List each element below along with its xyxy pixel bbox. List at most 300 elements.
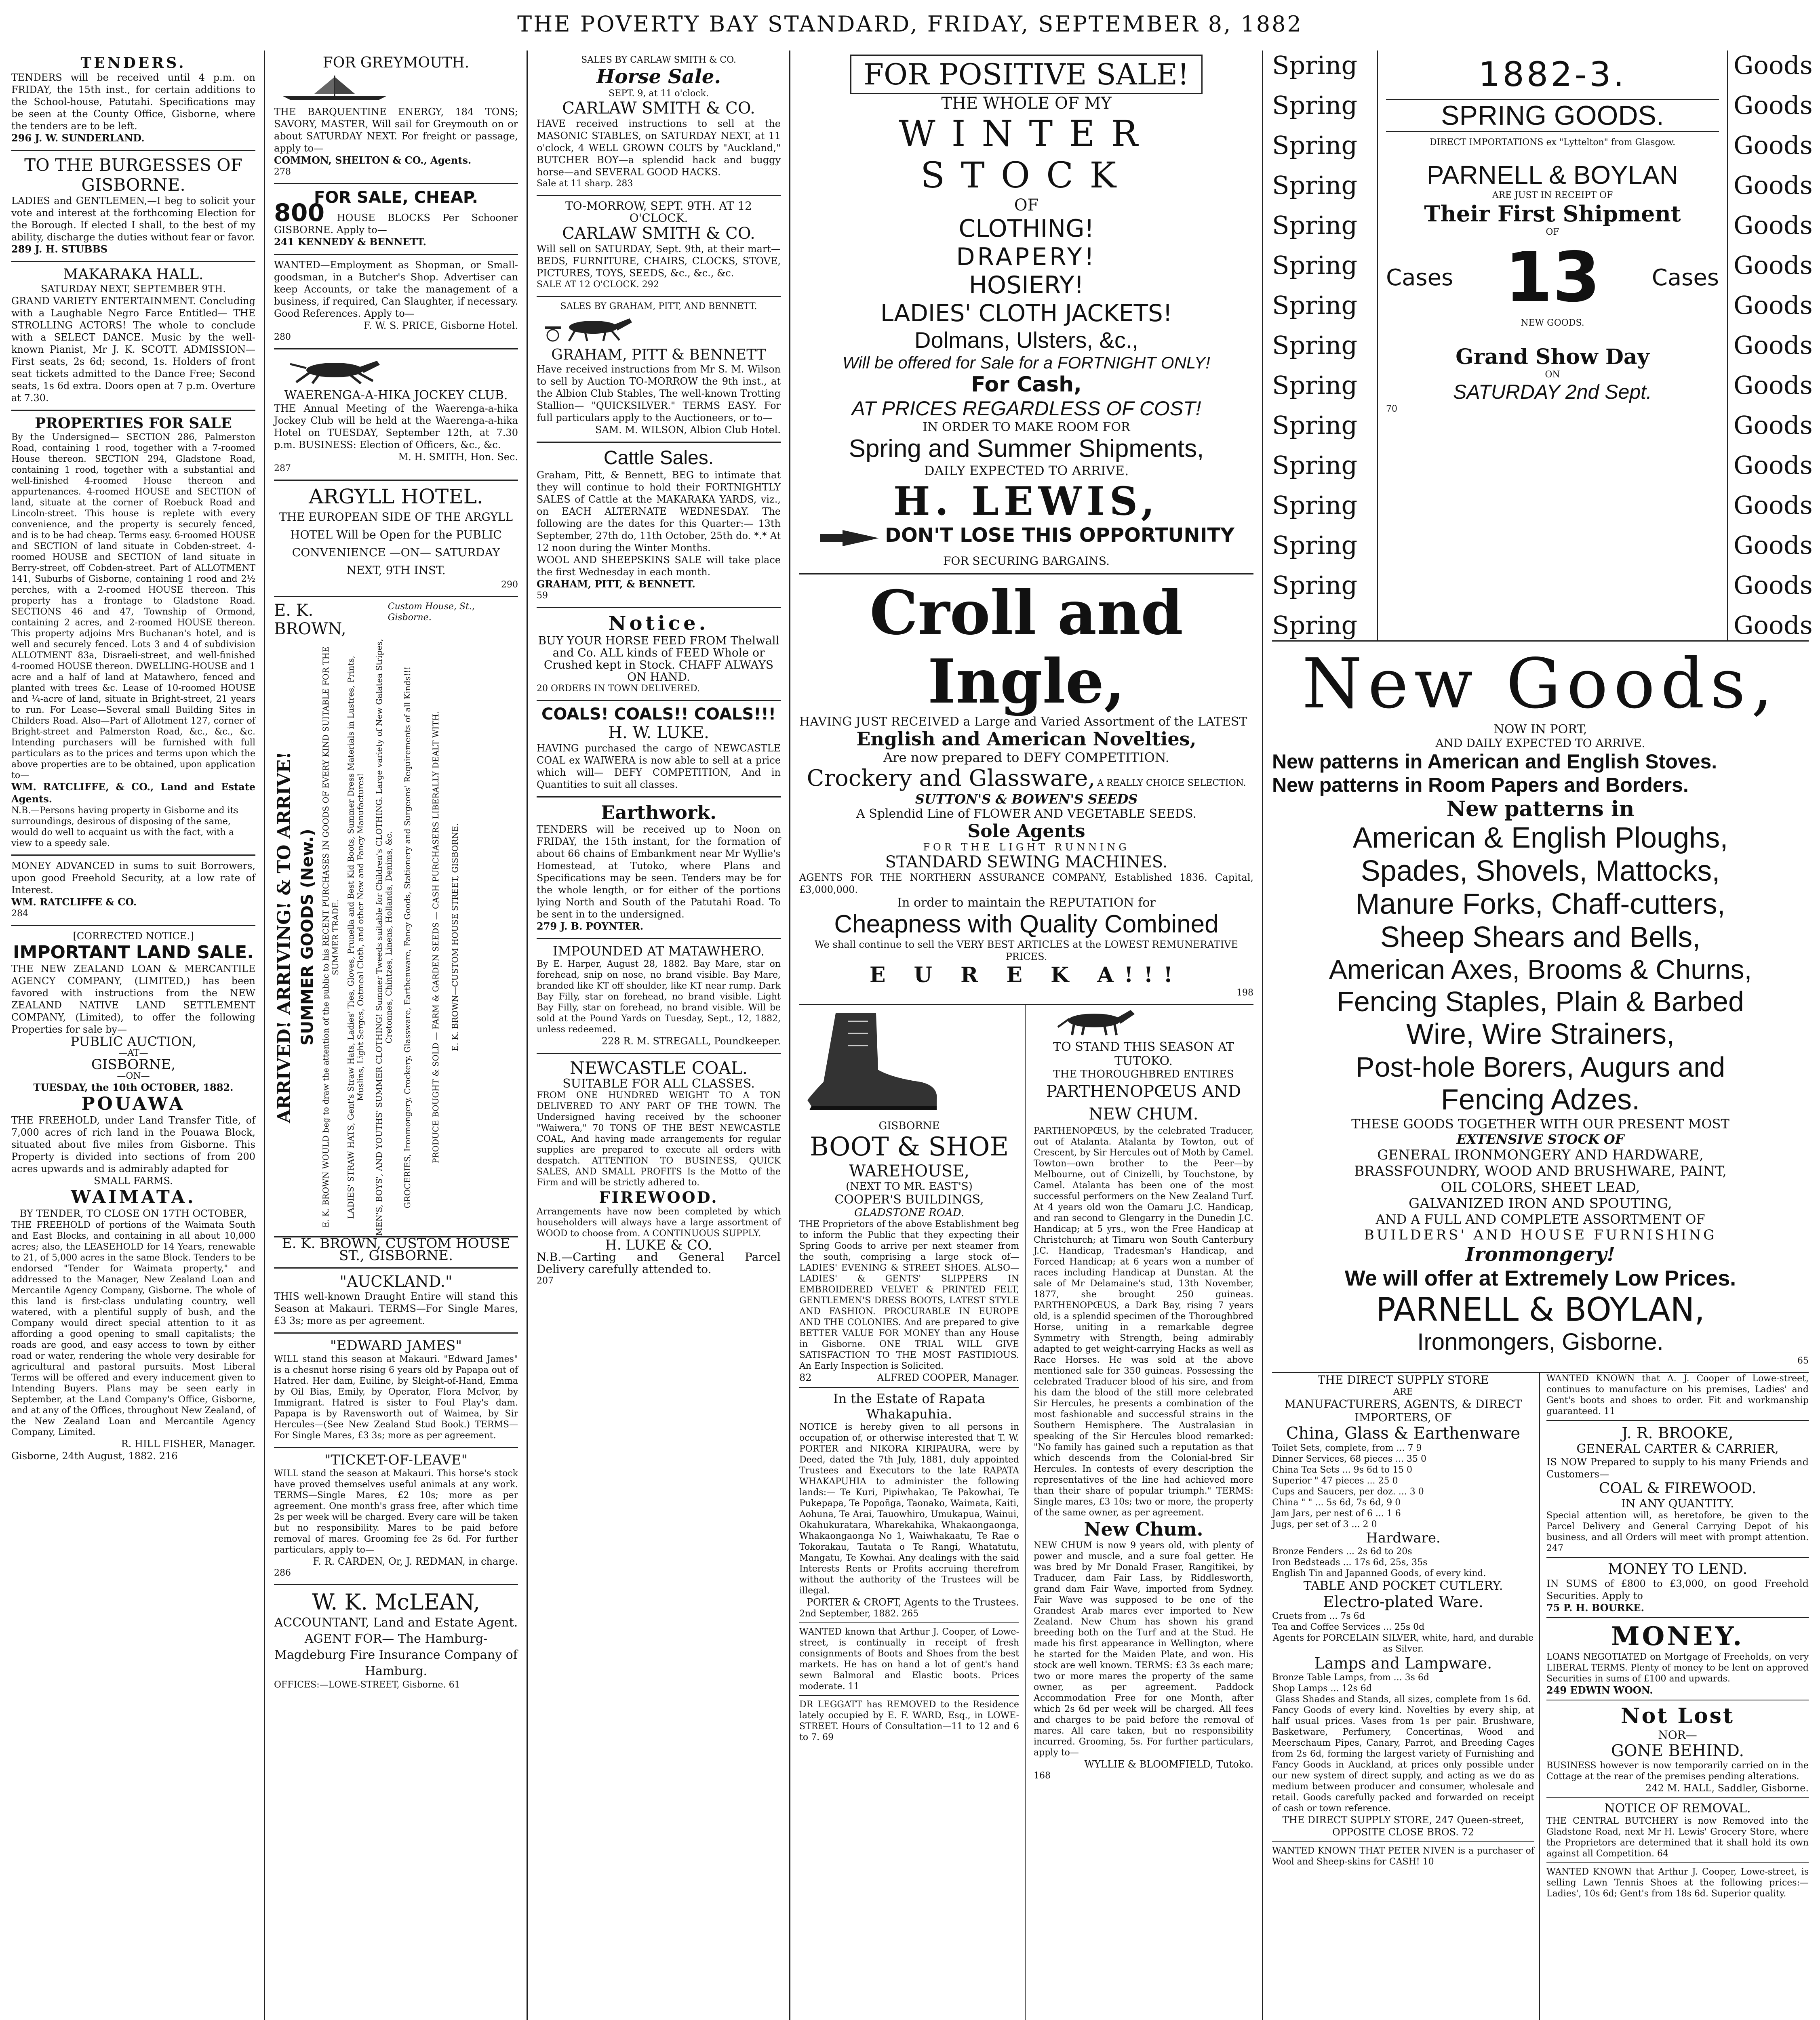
spring-receipt: ARE JUST IN RECEIPT OF [1492,190,1613,200]
ad-body: FROM ONE HUNDRED WEIGHT TO A TON DELIVERED TO ANY PART OF THE TOWN. The Undersigned having received by the schooner "Waiwera," 70 TONS OF THE BEST NEWCASTLE COAL, And having made arrangements for regular supplies are prepared to execute all orders with despatch. ATTENTION TO BUSINESS, QUICK SALES, AND SMALL PROFITS Is the Motto of the Firm and will be strictly adhered to. [537,1090,781,1188]
ad-wanted-shopman [274,255,518,349]
ad-signature: 296 J. W. SUNDERLAND. [11,132,145,144]
lost-body: BUSINESS however is now temporarily carried on in the Cottage at the rear of the premises pending alterations. [1546,1761,1809,1782]
brown-line-2: LADIES' STRAW HATS, Gent's Straw Hats, Ladies' Ties, Gloves, Prunella and Best Kid Boots, Summer Dress Materials in Lustres, Prints, Muslins, Light Serges, Oatmeal Cloth, and other New and Fancy Manufactures! [346,656,365,1219]
ad-boot-shoe [799,1005,1026,2020]
price-row: Cruets from ... 7s 6d [1272,1611,1365,1621]
ds-cutlery: TABLE AND POCKET CUTLERY. [1303,1579,1503,1593]
brown-arrived: ARRIVED! ARRIVING! & TO ARRIVE! [274,751,295,1123]
lewis-line: WINTER STOCK [899,113,1154,196]
column-3 [529,50,788,2020]
brooke-heading: J. R. BROOKE, [1622,1424,1734,1442]
ad-sale-cheap [274,184,518,255]
brown-address: Custom House, St., Gisborne. [388,602,475,623]
column-2 [267,50,525,2020]
ng-line: EXTENSIVE STOCK OF [1456,1132,1624,1147]
lewis-line: HOSIERY! [969,271,1084,299]
tutoko-body: PARTHENOPŒUS, by the celebrated Traducer, out of Atalanta. Atalanta by Towton, out of Crescent, by Sir Hercules out of Moth by Camel. Towton—own brother to the Peer—by Melbourne, out of Cinizelli, by Touchstone, by Camel. Atalanta has been one of the most successful performers on the New Zealand Turf. At 4 years old won the Oamaru J.C. Handicap, and ran second to Glengarry in the Dunedin J.C. Handicap; at 5 yrs., won the Free Handicap at Christchurch; at Timaru won South Canterbury J.C. Handicap, Tradesman's Handicap, and Forced Handicap; at 6 years won a number of races including Handicap at Dunstan. At the sale of Mr Delamaine's stud, 13th November, 1877, she brought 250 guineas. PARTHENOPŒUS, a Dark Bay, rising 7 years old, is a splendid specimen of the Thoroughbred Horse, uniting in a remarkable degree Symmetry with Strength, being admirably adapted to get weight-carrying Hacks as well as Race Horses. He was sold at the above mentioned sale for 350 guineas. Possessing the celebrated Traducer blood of his sire, and from his dam the blood of the still more celebrated Sir Hercules, he presents a combination of the most fashionable and successful strains in the Southern Hemisphere. The Australasian in speaking of the Sir Hercules blood remarked: "No family has gained such a reputation as that which descends from the Colonial-bred Sir Hercules. In contests of every description the representatives of the line had achieved more than their share of popular triumph." TERMS: Single mares, £3 10s; two or more, the property of the same owner, as per agreement. [1034,1126,1253,1518]
goods-word: Goods [1734,330,1813,360]
ad-firm: CARLAW SMITH & CO. [562,99,755,118]
brown-line-1: E. K. BROWN WOULD beg to draw the attention of the public to his RECENT PURCHASES IN GOODS OF EVERY KIND SUITABLE FOR THE SUMMER TRADE. [321,646,340,1228]
ng-line: Fencing Adzes. [1441,1084,1640,1116]
ad-signature: H. LUKE & CO. [605,1237,712,1253]
goods-word: Goods [1734,570,1813,600]
ng-line: AND A FULL AND COMPLETE ASSORTMENT OF [1376,1212,1705,1227]
ad-impounded [537,939,781,1054]
ad-earthwork [537,797,781,939]
croll-line: In order to maintain the REPUTATION for [897,895,1156,910]
tutoko-names: PARTHENOPŒUS AND NEW CHUM. [1046,1082,1241,1124]
auction-on: —ON— [117,1071,150,1081]
ng-line: Ironmongery! [1465,1243,1616,1266]
goods-word: Goods [1734,250,1813,280]
ds-electro: Electro-plated Ware. [1323,1593,1484,1611]
removal-body: THE CENTRAL BUTCHERY is now Removed into the Gladstone Road, next Mr H. Lewis' Grocery Store, where the Proprietors are determined that it shall hold its own against all Competition. 64 [1546,1816,1809,1859]
waimata-body: THE FREEHOLD of portions of the Waimata South and East Blocks, and containing in all about 10,000 acres; also, the LEASEHOLD for 14 Years, renewable to 21, of 5,000 acres in the same Block. Tenders to be endorsed "Tender for Waimata property," and addressed to the Manager, New Zealand Loan and Mercantile Agency Company, Gisborne. The whole of this land is first-class undulating country, well watered, with a plentiful supply of bush, and the Company would direct special attention to it as affording a good opening to small capitalists; the roads are good, and easy access to town by either road or water, rendering the whole very desirable for agricultural and pastoral pursuits. Most Liberal Terms will be offered and every inducement given to Intending Buyers. Plans may be seen early in September, at the Land Company's Office, Gisborne, and at any of the Offices, throughout New Zealand, of the New Zealand Loan and Mercantile Agency Company, Limited. [11,1220,255,1437]
spring-word: Spring [1272,490,1358,520]
ad-heading: IMPORTANT LAND SALE. [13,942,254,963]
ad-croll-ingle [799,574,1253,1005]
ad-number: 82 [799,1372,812,1383]
column-rule [789,50,790,2020]
price-row: Tea and Coffee Services ... 25s 0d [1272,1622,1425,1632]
spring-word: Spring [1272,570,1358,600]
firewood-body: Arrangements have now been completed by which householders will always have a large assortment of WOOD to choose from. A CONTINUOUS SUPPLY. [537,1207,781,1239]
ad-tail: Sale at 11 sharp. 283 [537,179,633,189]
ad-body: Have received instructions from Mr S. M. Wilson to sell by Auction TO-MORROW the 9th inst., at the Albion Club Stables, The well-known Trotting Stallion— "QUICKSILVER." TERMS EASY. For full particulars apply to the Auctioneers, or to— [537,364,781,423]
waimata-tender: BY TENDER, TO CLOSE ON 17TH OCTOBER, [19,1208,247,1219]
ad-number: 284 [11,909,28,919]
ad-note: N.B.—Carting and General Parcel Delivery carefully attended to. [537,1250,781,1276]
croll-line: Sole Agents [967,821,1085,842]
spring-cases: Cases [1386,264,1453,291]
ad-spring-goods [1272,50,1813,642]
ad-heading: MAKARAKA HALL. [63,266,204,283]
ad-number: 207 [537,1276,554,1286]
lost-heading: Not Lost [1621,1704,1734,1728]
croll-line: E U R E K A!!! [869,962,1184,987]
waimata-heading: WAIMATA. [71,1187,196,1208]
ad-firm: H. W. LUKE. [608,724,709,742]
sale-number: 800 [274,199,325,227]
stallion-icon [1034,1008,1155,1036]
ad-ek-brown [274,597,518,1269]
ad-heading: "TICKET-OF-LEAVE" [324,1452,468,1468]
ds-body: Fancy Goods of every kind. Novelties by every ship, at half usual prices. Vases from 1s per pair. Brushware, Basketware, Perfumery, Concertinas, Wood and Meerschaum Pipes, Canary, Parrot, and Breeding Cages from 2s 6d, forming the largest variety of Furnishing and Fancy Goods in Auckland, at prices only possible under our new system of direct supply, and acting as we do as medium between producer and consumer, wholesale and retail. Goods carefully packed and forwarded on receipt of cash or town reference. [1272,1705,1534,1814]
ng-line: BRASSFOUNDRY, WOOD AND BRUSHWARE, PAINT, [1354,1163,1727,1179]
spring-word: Spring [1272,210,1358,240]
column-rule [264,50,265,2020]
ds-hardware-list [1272,1546,1534,1579]
ad-body: WILL stand the season at Makauri. This horse's stock have proved themselves useful animals at any work. TERMS—Single Mares, £2 10s; more as per agreement. One month's grass free, after which time 2s per week will be charged. Every care will be taken but no responsibility. Mares to be paid before removal of mares. Grooming fee 2s 6d. For further particulars, apply to— [274,1469,518,1555]
spring-first: Their First Shipment [1424,201,1681,227]
ad-tail: SALE AT 12 O'CLOCK. 292 [537,280,659,290]
ad-body: WILL stand this season at Makauri. "Edward James" is a chesnut horse rising 6 years old by Papapa out of Hatred. Her dam, Euiline, by Sleight-of-Hand, Emma by Oil Bias, Emily, by Operator, Flora McIvor, by Immigrant. Hatred is sister to Foul Play's dam. Papapa is by Ravensworth out of Waimea, by Sir Hercules—(See New Zealand Stud Book.) TERMS—For Single Mares, £3 3s; more as per agreement. [274,1354,518,1441]
goods-word: Goods [1734,130,1813,160]
spring-year: 1882-3. [1478,55,1627,94]
lewis-name: H. LEWIS, [893,478,1160,524]
ad-body: By E. Harper, August 28, 1882. Bay Mare, star on forehead, snip on nose, no brand visible. Bay Mare, branded like KT off shoulder, like KT near rump. Dark Bay Filly, star on forehead, no brand visible. Light Bay Filly, star on forehead, no brand visible. Will be sold at the Pound Yards on Tuesday, Sept., 12, 1882, unless redeemed. [537,959,781,1035]
lewis-line: DAILY EXPECTED TO ARRIVE. [924,463,1129,478]
price-row: Toilet Sets, complete, from ... 7 9 [1272,1443,1422,1453]
ng-heading: New Goods, [1302,644,1779,724]
lewis-line: OF [1014,196,1039,215]
ad-newcastle-coal [537,1054,781,1292]
column-rule [1262,50,1263,2020]
ad-heading: FOR GREYMOUTH. [322,55,470,71]
ad-number: 65 [1797,1356,1809,1366]
tutoko-sub: THE THOROUGHBRED ENTIRES [1053,1068,1234,1080]
ad-body: WANTED—Employment as Shopman, or Small-goodsman, in a Butcher's Shop. Advertiser can keep Accounts, or take the management of a business, if required, Can Slaughter, if necessary. Good References. Apply to— [274,259,518,319]
brown-line-4: GROCERIES, Ironmongery, Crockery, Glassware, Earthenware, Fancy Goods, Stationery and Surgeons' Requirements of all Kinds!!! [402,666,412,1208]
lewis-line: IN ORDER TO MAKE ROOM FOR [923,420,1130,434]
auction-place: GISBORNE, [91,1056,176,1073]
lewis-line: CLOTHING! [958,215,1094,243]
spring-word: Spring [1272,250,1358,280]
auction-at: —AT— [118,1048,148,1058]
ng-line: New patterns in Room Papers and Borders. [1272,774,1689,796]
ng-line: New patterns in American and English Stoves. [1272,750,1717,773]
ng-line: Manure Forks, Chaff-cutters, [1355,888,1725,920]
brown-line-3: MEN'S, BOYS', AND YOUTHS' SUMMER CLOTHING! Summer Tweeds suitable for Children's CLOTHING. Large variety of New Galatea Stripes, Cretonnes, Chintzes, Linens, Hollands, Denims, &c. [374,639,394,1236]
ad-body: THE Annual Meeting of the Waerenga-a-hika Jockey Club will be held at the Waerenga-a-hika Hotel on TUESDAY, September 12th, at 7.30 p.m. BUSINESS: Election of Officers, &c., &c. [274,403,518,450]
ad-body: MONEY ADVANCED in sums to suit Borrowers, upon good Freehold Security, at a low rate of Interest. [11,860,255,896]
spring-13: 13 [1504,238,1601,318]
spring-word: Spring [1272,370,1358,400]
ad-signature: GRAHAM, PITT, & BENNETT. [537,578,695,590]
ad-body: HAVE received instructions to sell at the MASONIC STABLES, on SATURDAY NEXT, at 11 o'clock, 4 WELL GROWN COLTS by "Auckland," BUTCHER BOY—a splendid hack and buggy horse—and SEVERAL GOOD HACKS. [537,118,781,178]
ad-number: 280 [274,332,291,342]
ad-date: 2nd September, 1882. 265 [799,1608,919,1619]
ad-makaraka-hall [11,262,255,411]
pouawa-body: THE FREEHOLD, under Land Transfer Title, of 7,000 acres of rich land in the Pouawa Block, situated about five miles from Gisborne. This Property is divided into sections of from 200 acres upwards and is admirably adapted for [11,1115,255,1174]
goods-word-list [1728,50,1813,640]
price-row: Superior " 47 pieces ... 25 0 [1272,1476,1398,1486]
ds-lamp-list [1272,1672,1534,1694]
goods-word: Goods [1734,290,1813,320]
price-row: Iron Bedsteads ... 17s 6d, 25s, 35s [1272,1557,1428,1568]
ad-heading: "AUCKLAND." [339,1273,453,1290]
spring-date: SATURDAY 2nd Sept. [1453,381,1652,403]
ad-greymouth [274,50,518,184]
ad-heading: NEWCASTLE COAL. [570,1058,748,1078]
boot-line: GLADSTONE ROAD. [854,1206,964,1219]
ad-number: 198 [1237,987,1253,998]
ad-heading: Earthwork. [600,802,717,823]
goods-word: Goods [1734,50,1813,80]
ad-footer: OFFICES:—LOWE-STREET, Gisborne. 61 [274,1680,460,1690]
price-row: China Tea Sets ... 9s 6d to 15 0 [1272,1465,1413,1475]
ad-signature: 75 P. H. BOURKE. [1546,1602,1644,1614]
croll-line: SUTTON'S & BOWEN'S SEEDS [915,791,1138,807]
ad-heading: PROPERTIES FOR SALE [35,415,232,432]
spring-center [1377,50,1728,640]
ad-heading: IMPOUNDED AT MATAWHERO. [552,943,765,959]
ad-signature: F. R. CARDEN, Or, J. REDMAN, in charge. [313,1556,518,1567]
ad-body: HOUSE BLOCKS Per Schooner GISBORNE. Apply to— [274,212,518,236]
ng-line: Sheep Shears and Bells, [1380,921,1701,953]
cooper3-body: WANTED KNOWN that Arthur J. Cooper, Lowe-street, is selling Lawn Tennis Shoes at the following prices:— Ladies', 10s 6d; Gent's from 18s 6d. Superior quality. [1546,1867,1809,1899]
wool-body: WOOL AND SHEEPSKINS SALE will take place the first Wednesday in each month. [537,554,781,578]
ad-edward-james [274,1334,518,1448]
croll-line: AGENTS FOR THE NORTHERN ASSURANCE COMPANY, Established 1836. Capital, £3,000,000. [799,871,1253,895]
lewis-line: DON'T LOSE THIS OPPORTUNITY [885,524,1234,547]
ad-heading: TO-MORROW, SEPT. 9TH. AT 12 O'CLOCK. [565,199,752,225]
ad-number: 59 [537,591,548,601]
ng-line: GENERAL IRONMONGERY AND HARDWARE, [1377,1147,1704,1163]
spring-word: Spring [1272,330,1358,360]
price-row: Bronze Fenders ... 2s 6d to 20s [1272,1547,1412,1557]
ad-body: THE EUROPEAN SIDE OF THE ARGYLL HOTEL Will be Open for the PUBLIC CONVENIENCE —ON— SATURDAY NEXT, 9TH INST. [279,510,513,577]
rapata-body: NOTICE is hereby given to all persons in occupation of, or otherwise interested that T. W. PORTER and NIKORA KIRIPAURA, were by Deed, dated the 7th July, 1881, duly appointed Trustees and Executors to the late RAPATA WHAKAPUHIA to administer the following lands:— Te Kuri, Pipiwhakao, Te Pakowhai, Te Pukepapa, Te Popoñga, Taonako, Waimata, Kaiti, Aohuna, Te Arai, Tauowhiro, Umukapua, Wainui, Okahukuratara, Wharekahika, Whakaongaonga, Whakaongaonga No 1, Waiwhakaatu, Te Rae o Tokorakau, Tautata o Te Rangi, Whatatutu, Mangatu, Te Kowhai. Any dealings with the said Interests Rents or Profits accruing therefrom without the authority of the Trustees will be illegal. [799,1422,1019,1596]
col4-lower [799,1005,1253,2020]
ad-signature: SAM. M. WILSON, Albion Club Hotel. [595,424,781,436]
ad-notice-feed [537,608,781,701]
ad-body: BUY YOUR HORSE FEED FROM Thelwall and Co. ALL kinds of FEED Whole or Crushed kept in Stock. CHAFF ALWAYS ON HAND. [538,634,779,684]
ad-heading: Horse Sale. [596,65,721,88]
col5-lower [1272,1373,1809,2020]
goods-word: Goods [1734,90,1813,120]
boot-body: THE Proprietors of the above Establishment beg to inform the Public that they expecting their Spring Goods to arrive per next steamer from the south, comprising a large stock of— LADIES' EVENING & STREET SHOES. ALSO— LADIES' & GENTS' SLIPPERS IN EMBROIDERED VELVET & PRINTED FELT, GENTLEMEN'S DRESS BOOTS, LATEST STYLE AND FASHION. PROCURABLE IN EUROPE AND THE COLONIES. And are prepared to give BETTER VALUE FOR MONEY than any House in Gisborne. ONE TRIAL WILL GIVE SATISFACTION TO THE MOST FASTIDIOUS. An Early Inspection is Solicited. [799,1219,1019,1371]
rapata-heading: In the Estate of Rapata Whakapuhia. [833,1391,986,1422]
leggatt-body: DR LEGGATT has REMOVED to the Residence lately occupied by E. F. WARD, Esq., in LOWE-STREET. Hours of Consultation—11 to 12 and 6 to 7. 69 [799,1699,1019,1742]
ad-mclean [274,1585,518,1696]
price-row: China " " ... 5s 6d, 7s 6d, 9 0 [1272,1498,1401,1508]
ng-port: NOW IN PORT, [1493,722,1587,736]
ds-hardware: Hardware. [1366,1530,1441,1546]
goods-word: Goods [1734,410,1813,440]
ds-electro-list [1272,1611,1534,1633]
ad-tutoko [1034,1005,1253,2020]
lewis-line: For Cash, [971,372,1082,397]
masthead: THE POVERTY BAY STANDARD, FRIDAY, SEPTEMBER 8, 1882 [517,11,1303,37]
ad-heading: COALS! COALS!! COALS!!! [541,705,776,724]
boot-line: GISBORNE [878,1119,940,1132]
ad-body: THE NEW ZEALAND LOAN & MERCANTILE AGENCY COMPANY, (LIMITED,) has been favored with instructions from the NEW ZEALAND NATIVE LAND SETTLEMENT COMPANY, (Limited), to offer the following Properties for sale by— [11,963,255,1035]
boot-line: COOPER'S BUILDINGS, [834,1192,984,1207]
goods-word: Goods [1734,370,1813,400]
ds-sub: MANUFACTURERS, AGENTS, & DIRECT IMPORTERS, OF [1284,1397,1522,1424]
spring-word: Spring [1272,290,1358,320]
ad-cattle-sales [537,443,781,608]
lewis-line: LADIES' CLOTH JACKETS! [880,299,1173,327]
croll-line: STANDARD SEWING MACHINES. [885,852,1168,871]
ad-signature: 289 J. H. STUBBS [11,243,108,255]
croll-heading: Croll and Ingle, [870,577,1183,717]
ad-signature: 242 M. HALL, Saddler, Gisborne. [1645,1782,1809,1794]
auction-line: PUBLIC AUCTION, [70,1034,196,1049]
croll-line: Cheapness with Quality Combined [834,910,1219,938]
lend-body: IN SUMS of £800 to £3,000, on good Freehold Securities. Apply to [1546,1578,1809,1601]
boot-heading: BOOT & SHOE [809,1132,1009,1162]
ad-firm: GRAHAM, PITT & BENNETT [551,347,766,363]
lend-heading: MONEY TO LEND. [1607,1561,1748,1578]
lost-nor: NOR— [1658,1728,1697,1742]
racehorse-icon [274,356,395,384]
col5-lower-right [1546,1373,1809,2020]
ad-quicksilver [537,297,781,443]
spring-on: ON [1545,370,1560,380]
brown-side: E. K. BROWN—CUSTOM HOUSE STREET, GISBORNE. [450,823,460,1051]
ad-body: ACCOUNTANT, Land and Estate Agent. AGENT FOR— The Hamburg-Magdeburg Fire Insurance Company of Hamburg. [274,1616,518,1678]
croll-line: HAVING JUST RECEIVED a Large and Varied Assortment of the LATEST [799,714,1247,729]
ng-line: American Axes, Brooms & Churns, [1329,954,1752,985]
spring-new: NEW GOODS. [1521,318,1584,328]
firewood-heading: FIREWOOD. [599,1188,718,1206]
price-row: Shop Lamps ... 12s 6d [1272,1683,1372,1694]
price-row: Dinner Services, 68 pieces ... 35 0 [1272,1454,1426,1464]
ds-heading: THE DIRECT SUPPLY STORE [1317,1373,1489,1387]
ad-top: SALES BY GRAHAM, PITT, AND BENNETT. [560,301,757,311]
ad-ticket-of-leave [274,1448,518,1585]
spring-word: Spring [1272,90,1358,120]
spring-word: Spring [1272,450,1358,480]
ad-number: 278 [274,167,291,177]
ad-signature: ALFRED COOPER, Manager. [877,1372,1019,1383]
ad-body: Will sell on SATURDAY, Sept. 9th, at their mart— BEDS, FURNITURE, CHAIRS, CLOCKS, STOVE, PICTURES, TOYS, SEEDS, &c., &c., &c. [537,243,781,279]
goods-word: Goods [1734,530,1813,560]
lewis-line: Will be offered for Sale for a FORTNIGHT ONLY! [843,353,1210,372]
ad-note: N.B.—Persons having property in Gisborne and its surroundings, desirous of disposing of the same, would do well to acquaint us with the fact, with a view to a speedy sale. [11,806,238,848]
ad-signature: PORTER & CROFT, Agents to the Trustees. [806,1596,1019,1608]
ad-number: 290 [501,580,518,590]
price-row: English Tin and Japanned Goods, of every kind. [1272,1568,1486,1578]
ad-auckland [274,1269,518,1334]
ad-coals [537,701,781,797]
ng-line: Wire, Wire Strainers, [1406,1018,1675,1050]
brooke-body: IS NOW Prepared to supply to his many Friends and Customers— [1546,1456,1809,1480]
ad-signature: COMMON, SHELTON & CO., Agents. [274,154,472,166]
ad-body: LADIES and GENTLEMEN,—I beg to solicit your vote and interest at the forthcoming Election for the Borough. If elected I shall, to the best of my ability, discharge the duties without fear or favor. [11,195,255,243]
ad-top: SALES BY CARLAW SMITH & CO. [581,55,736,65]
ad-date: SATURDAY NEXT, SEPTEMBER 9TH. [40,283,226,295]
spring-heading: SPRING GOODS. [1386,99,1719,132]
removal-heading: NOTICE OF REMOVAL. [1604,1801,1751,1816]
ad-signature: 228 R. M. STREGALL, Poundkeeper. [601,1035,781,1047]
ad-number: 168 [1034,1770,1051,1781]
spring-grand: Grand Show Day [1456,345,1649,369]
boot-icon [799,1009,945,1114]
ad-money-advanced [11,856,255,926]
lost-gone: GONE BEHIND. [1611,1742,1744,1760]
ds-agents: Agents for PORCELAIN SILVER, white, hard, and durable as Silver. [1272,1633,1534,1654]
ad-furniture-sale [537,196,781,297]
ng-line: Spades, Shovels, Mattocks, [1361,855,1720,887]
ng-line: New patterns in [1446,797,1635,821]
ad-heading: "EDWARD JAMES" [330,1338,462,1354]
money-heading: MONEY. [1611,1621,1744,1652]
ship-icon [274,74,395,102]
croll-line: A REALLY CHOICE SELECTION. [1097,778,1246,788]
ds-globes: Glass Shades and Stands, all sizes, complete from 1s 6d. [1275,1694,1531,1704]
newchum-body: NEW CHUM is now 9 years old, with plenty of power and muscle, and a sure foal getter. He was bred by Mr Donald Fraser, Rangitikei, by Traducer, dam Fair Lass, by Riddlesworth, grand dam Fair Wave, imported from Sydney. Fair Wave was supposed to be one of the Grandest Arab mares ever imported to New Zealand. New Chum has shown his grand breeding both on the Turf and at the Stud. He made his first appearance in Wellington, where he started for the Maiden Plate, and won. His stock are well known. TERMS: £3 3s each mare; two or more mares the property of the same owner, as per agreement. Paddock Accommodation Free for one Month, after which 2s 6d per week will be charged. All fees and charges to be paid before the removal of mares. All care taken, but no responsibility incurred. Grooming, 5s. For further particulars, apply to— [1034,1540,1253,1758]
ad-body: TENDERS will be received until 4 p.m. on FRIDAY, the 15th inst., for certain additions to the School-house, Patutahi. Specifications may be seen at the County Office, Gisborne, where the tenders are to be left. [11,72,255,132]
ad-argyll-hotel [274,481,518,597]
spring-word: Spring [1272,170,1358,200]
ad-body: GRAND VARIETY ENTERTAINMENT. Concluding with a Laughable Negro Farce Entitled— THE STROLLING ACTORS! The whole to conclude with a SELECT DANCE. Music by the well-known Pianist, Mr J. K. SCOTT. ADMISSION—First seats, 2s 6d; second, 1s. Holders of front seat tickets admitted to the Dance Free; Second seats, 1s 6d extra. Doors open at 7 p.m. Overture at 7.30. [11,295,255,404]
price-row: Jam Jars, per nest of 6 ... 1 6 [1272,1509,1401,1519]
spring-firm: PARNELL & BOYLAN [1426,160,1679,189]
ng-line: Post-hole Borers, Augurs and [1355,1051,1725,1083]
price-row: Jugs, per set of 3 ... 2 0 [1272,1519,1377,1530]
column-1 [4,50,263,2020]
niven-body: WANTED KNOWN THAT PETER NIVEN is a purchaser of Wool and Sheep-skins for CASH! 10 [1272,1846,1534,1867]
ad-number: 287 [274,463,291,473]
goods-word: Goods [1734,210,1813,240]
ad-heading: Cattle Sales. [603,447,714,469]
tutoko-heading: TO STAND THIS SEASON AT TUTOKO. [1053,1039,1234,1068]
lewis-line: THE WHOLE OF MY [941,94,1112,113]
croll-line: Are now prepared to DEFY COMPETITION. [883,749,1169,765]
ds-are: ARE [1393,1387,1413,1397]
croll-line: We shall continue to sell the VERY BEST ARTICLES at the LOWEST REMUNERATIVE PRICES. [814,938,1239,962]
ng-line: We will offer at Extremely Low Prices. [1344,1266,1736,1290]
column-4 [792,50,1261,2020]
brooke-att: Special attention will, as heretofore, be given to the Parcel Delivery and General Carrying Depot of his business, and all Orders will meet with prompt attention. 247 [1546,1511,1809,1553]
spring-word: Spring [1272,610,1358,640]
spring-word: Spring [1272,50,1358,80]
ad-horse-sale [537,50,781,196]
spring-of: OF [1546,227,1559,237]
ds-china: China, Glass & Earthenware [1286,1424,1521,1443]
lewis-line: Spring and Summer Shipments, [849,435,1204,463]
spring-word: Spring [1272,410,1358,440]
ad-tail: 20 ORDERS IN TOWN DELIVERED. [537,684,700,694]
ad-land-sale [11,926,255,1468]
ad-signature: 249 EDWIN WOON. [1546,1684,1653,1696]
lewis-line: FOR SECURING BARGAINS. [943,554,1110,568]
ad-heading: Notice. [608,612,709,635]
ng-line: BUILDERS' AND HOUSE FURNISHING [1364,1227,1717,1243]
brown-footer: E. K. BROWN, CUSTOM HOUSE ST., GISBORNE. [282,1235,510,1264]
ad-jockey-club [274,349,518,481]
ad-signature: R. HILL FISHER, Manager. [121,1438,255,1450]
ad-heading: TENDERS. [80,55,186,72]
ng-firm: PARNELL & BOYLAN, [1376,1291,1705,1328]
ad-body: THIS well-known Draught Entire will stand this Season at Makauri. TERMS—For Single Mares, £3 3s; more as per agreement. [274,1291,518,1326]
spring-direct: DIRECT IMPORTATIONS ex "Lyttelton" from Glasgow. [1429,137,1676,147]
price-row: Bronze Table Lamps, from ... 3s 6d [1272,1673,1429,1683]
spring-cases-2: Cases [1651,264,1719,291]
ng-line: GALVANIZED IRON AND SPOUTING, [1409,1195,1672,1212]
pouawa-tail: SMALL FARMS. [94,1175,173,1187]
brown-summer: SUMMER GOODS (New.) [298,829,317,1046]
boot-line: WAREHOUSE, [849,1162,970,1180]
ad-signature: 241 KENNEDY & BENNETT. [274,236,426,248]
money-body: LOANS NEGOTIATED on Mortgage of Freeholds, on very LIBERAL TERMS. Plenty of money to be lent on approved Securities in sums of £100 and upwards. [1546,1652,1809,1684]
croll-line: Crockery and Glassware, [807,765,1095,791]
ad-firm: CARLAW SMITH & CO. [562,224,755,243]
ng-line: OIL COLORS, SHEET LEAD, [1441,1179,1640,1195]
ng-line: American & English Ploughs, [1352,822,1728,854]
ad-signature: THE DIRECT SUPPLY STORE, 247 Queen-street, OPPOSITE CLOSE BROS. 72 [1282,1814,1524,1838]
brooke-sub: GENERAL CARTER & CARRIER, [1576,1442,1779,1456]
ad-body: TENDERS will be received up to Noon on FRIDAY, the 15th instant, for the formation of about 66 chains of Embankment near Mr Wyllie's Homestead, at Tutoko, where Plans and Specifications may be seen. Tenders may be for the whole length, or for either of the portions lying North and South of the Patutahi Road. To be sent in to the undersigned. [537,824,781,920]
ad-date: SEPT. 9, at 11 o'clock. [609,88,709,99]
ad-signature: WYLLIE & BLOOMFIELD, Tutoko. [1084,1758,1253,1770]
goods-word: Goods [1734,490,1813,520]
price-row: Cups and Saucers, per doz. ... 3 0 [1272,1487,1424,1497]
lewis-line: AT PRICES REGARDLESS OF COST! [851,397,1201,420]
cooper2-body: WANTED KNOWN that A. J. Cooper of Lowe-street, continues to manufacture on his premises, Ladies' and Gent's boots and shoes to order. Fit and workmanship guaranteed. 11 [1546,1374,1809,1416]
brown-vertical-panel [274,638,518,1237]
column-5 [1265,50,1816,2020]
ad-signature: WM. RATCLIFFE, & CO., Land and Estate Agents. [11,781,255,805]
goods-word: Goods [1734,450,1813,480]
spring-word: Spring [1272,530,1358,560]
brooke-qty: IN ANY QUANTITY. [1621,1497,1734,1510]
trotting-horse-icon [537,314,658,343]
